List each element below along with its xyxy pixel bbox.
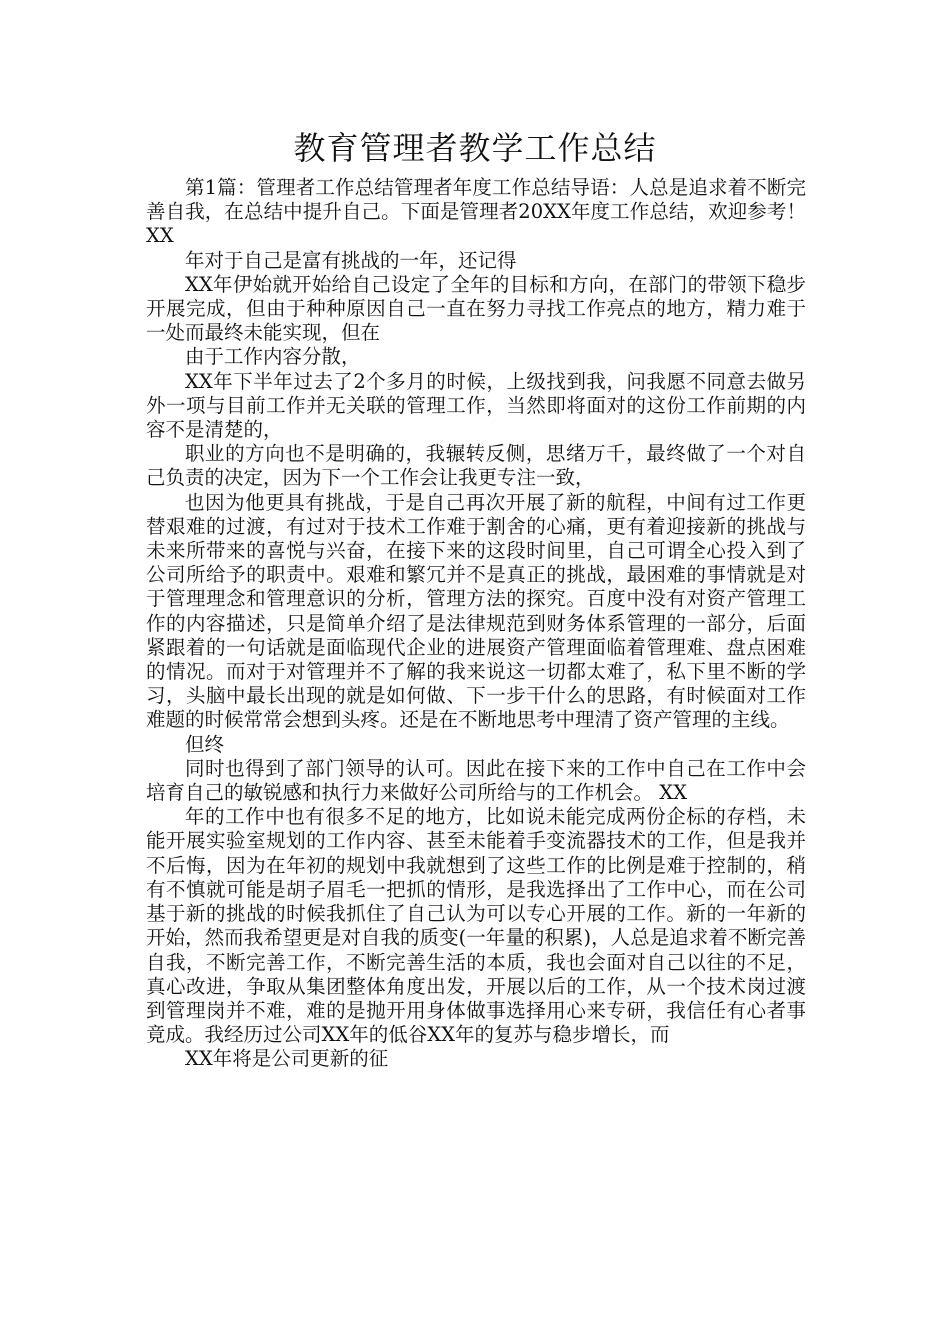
paragraph: XX年下半年过去了2个多月的时候，上级找到我，问我愿不同意去做另外一项与目前工作并无关联的管理工作，当然即将面对的这份工作前期的内容不是清楚的， — [146, 369, 806, 442]
paragraph: 但终 — [185, 732, 225, 756]
paragraph: 同时也得到了部门领导的认可。因此在接下来的工作中自己在工作中会培育自己的敏锐感和执行力来做好公司所给与的工作机会。 XX — [146, 756, 806, 805]
paragraph: 职业的方向也不是明确的，我辗转反侧，思绪万千，最终做了一个对自己负责的决定，因为下一个工作会让我更专注一致， — [146, 442, 806, 490]
paragraph: 第1篇：管理者工作总结管理者年度工作总结导语：人总是追求着不断完善自我，在总结中提升自己。下面是管理者20XX年度工作总结，欢迎参考！ XX — [146, 176, 806, 248]
paragraph: 由于工作内容分散， — [185, 345, 361, 369]
paragraph: 年的工作中也有很多不足的地方，比如说未能完成两份企标的存档，未能开展实验室规划的工作内容、甚至未能着手变流器技术的工作，但是我并不后悔，因为在年初的规划中我就想到了这些工作的比例是难于控制的，稍有不慎就可能是胡子眉毛一把抓的情形，是我选择出了工作中心，而在公司基于新的挑战的时候我抓住了自己认为可以专心开展的工作。新的一年新的开始，然而我希望更是对自我的质变(一年量的积累)，人总是追求着不断完善自我，不断完善工作，不断完善生活的本质，我也会面对自己以往的不足，真心改进，争取从集团整体角度出发，开展以后的工作，从一个技术岗过渡到管理岗并不难，难的是抛开用身体做事选择用心来专研，我信任有心者事竟成。我经历过公司XX年的低谷XX年的复苏与稳步增长，而 — [146, 805, 806, 1047]
document-body — [146, 176, 806, 1072]
paragraph: XX年将是公司更新的征 — [185, 1047, 389, 1071]
paragraph: XX年伊始就开始给自己设定了全年的目标和方向，在部门的带领下稳步开展完成，但由于种种原因自己一直在努力寻找工作亮点的地方，精力难于一处而最终未能实现，但在 — [146, 272, 806, 345]
document-title: 教育管理者教学工作总结 — [293, 129, 657, 167]
paragraph: 也因为他更具有挑战，于是自己再次开展了新的航程，中间有过工作更替艰难的过渡，有过对于技术工作难于割舍的心痛，更有着迎接新的挑战与未来所带来的喜悦与兴奋，在接下来的这段时间里，自己可谓全心投入到了公司所给予的职责中。艰难和繁冗并不是真正的挑战，最困难的事情就是对于管理理念和管理意识的分析，管理方法的探究。百度中没有对资产管理工作的内容描述，只是简单介绍了是法律规范到财务体系管理的一部分，后面紧跟着的一句话就是面临现代企业的进展资产管理面临着管理难、盘点困难的情况。而对于对管理并不了解的我来说这一切都太难了，私下里不断的学习，头脑中最长出现的就是如何做、下一步干什么的思路，有时候面对工作难题的时候常常会想到头疼。还是在不断地思考中理清了资产管理的主线。 — [146, 490, 806, 732]
paragraph: 年对于自己是富有挑战的一年，还记得 — [185, 248, 517, 272]
